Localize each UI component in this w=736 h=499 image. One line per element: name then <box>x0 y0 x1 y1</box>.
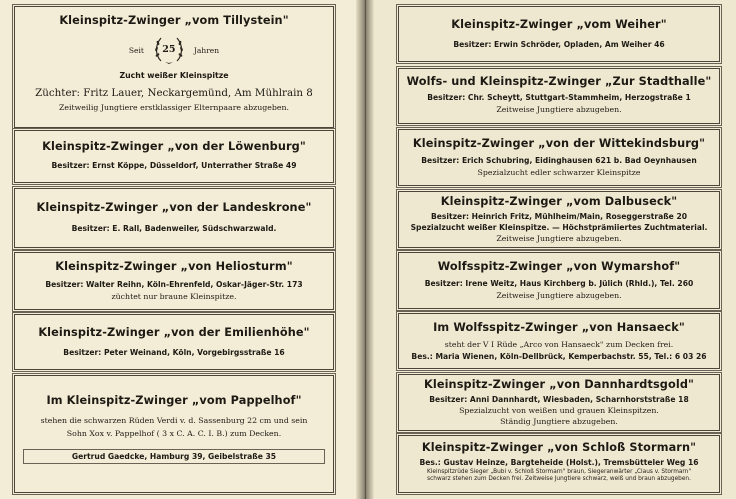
years-number: 25 <box>162 44 176 55</box>
ad-note: Zeitweise Jungtiere abzugeben. <box>496 105 622 114</box>
breeder-line: Züchter: Fritz Lauer, Neckargemünd, Am Mühlrain 8 <box>35 87 313 99</box>
ad-title: Kleinspitz-Zwinger „von der Wittekindsburg" <box>412 137 706 150</box>
ad-title: Kleinspitz-Zwinger „vom Dalbuseck" <box>440 195 678 208</box>
ad-title: Kleinspitz-Zwinger „von Dannhardtsgold" <box>424 378 694 391</box>
ad-title: Wolfs- und Kleinspitz-Zwinger „Zur Stadthalle" <box>406 75 712 88</box>
ad-small-line: schwarz stehen zum Decken frei. Zeitweise Jungtiere schwarz, weiß und braun abzugeben. <box>427 476 691 482</box>
owner-box <box>23 449 325 464</box>
ad-title: Im Kleinspitz-Zwinger „vom Pappelhof" <box>46 394 302 407</box>
ad-landeskrone <box>14 188 334 248</box>
owner-line: Gertrud Gaedcke, Hamburg 39, Geibelstraße 35 <box>71 452 277 461</box>
ad-note: Zeitweilig Jungtiere erstklassiger Elternpaare abzugeben. <box>58 103 290 112</box>
ad-title: Kleinspitz-Zwinger „von der Löwenburg" <box>42 140 306 153</box>
ad-note: Spezialzucht edler schwarzer Kleinspitze <box>477 168 641 177</box>
ad-title: Kleinspitz-Zwinger „von Schloß Stormarn" <box>421 441 697 454</box>
ad-title: Kleinspitz-Zwinger „von der Landeskrone" <box>36 201 312 214</box>
ad-stormarn <box>398 435 720 493</box>
ad-title: Im Wolfsspitz-Zwinger „von Hansaeck" <box>433 321 685 334</box>
ad-loewenburg <box>14 130 334 183</box>
ad-dalbuseck <box>398 191 720 248</box>
ad-small-line: Kleinspitzrüde Sieger „Bubi v. Schloß Stormarn" braun, Siegeranwärter „Claus v. Stormarn" <box>426 469 692 475</box>
owner-line: Besitzer: Heinrich Fritz, Mühlheim/Main, Roseggerstraße 20 <box>430 212 688 221</box>
ad-heliosturm <box>14 252 334 310</box>
ad-title: Kleinspitz-Zwinger „von der Emilienhöhe" <box>38 326 310 339</box>
ad-title: Kleinspitz-Zwinger „von Heliosturm" <box>55 260 293 273</box>
owner-line: Besitzer: Anni Dannhardt, Wiesbaden, Scharnhorststraße 18 <box>429 395 689 404</box>
ad-wymarshof <box>398 252 720 309</box>
ad-note: Zeitweise Jungtiere abzugeben. <box>496 234 622 243</box>
ad-tillystein <box>14 6 334 128</box>
ad-title: Kleinspitz-Zwinger „vom Weiher" <box>451 18 667 31</box>
ad-title: Kleinspitz-Zwinger „vom Tillystein" <box>59 14 289 27</box>
ad-note: Spezialzucht von weißen und grauen Kleinspitzen. <box>459 406 659 415</box>
owner-line: Besitzer: Chr. Scheytt, Stuttgart-Stammheim, Herzogstraße 1 <box>427 93 691 102</box>
owner-line: Bes.: Gustav Heinze, Bargteheide (Holst.), Tremsbütteler Weg 16 <box>419 458 699 467</box>
seit-label: Seit <box>128 45 144 55</box>
ad-weiher <box>398 6 720 62</box>
owner-line: Besitzer: Walter Reihn, Köln-Ehrenfeld, Oskar-Jäger-Str. 173 <box>45 280 303 289</box>
ad-note: züchtet nur braune Kleinspitze. <box>111 292 237 301</box>
ad-title: Wolfsspitz-Zwinger „von Wymarshof" <box>437 260 681 273</box>
ad-pappelhof <box>14 375 334 493</box>
ad-dannhardtsgold <box>398 374 720 431</box>
ad-hansaeck <box>398 313 720 369</box>
jahren-label: Jahren <box>193 45 220 55</box>
owner-line: Besitzer: Erich Schubring, Eidinghausen 621 b. Bad Oeynhausen <box>421 156 697 165</box>
ad-stadthalle <box>398 68 720 124</box>
seal-row <box>15 33 333 67</box>
ad-note: Ständig Jungtiere abzugeben. <box>500 417 618 426</box>
owner-line: Besitzer: E. Rall, Badenweiler, Südschwarzwald. <box>71 224 277 233</box>
ad-wittekindsburg <box>398 129 720 186</box>
ad-subtitle: Zucht weißer Kleinspitze <box>119 71 229 80</box>
ad-note: Spezialzucht weißer Kleinspitze. — Höchstprämiiertes Zuchtmaterial. <box>410 223 708 232</box>
ad-line: Sohn Xox v. Pappelhof ( 3 x C. A. C. I. B.) zum Decken. <box>66 429 282 438</box>
ad-line: steht der V I Rüde „Arco von Hansaeck" zum Decken frei. <box>444 340 674 349</box>
owner-line: Besitzer: Peter Weinand, Köln, Vorgebirgsstraße 16 <box>63 348 285 357</box>
ad-line: stehen die schwarzen Rüden Verdi v. d. Sassenburg 22 cm und sein <box>40 416 308 425</box>
ad-note: Zeitweise Jungtiere abzugeben. <box>496 291 622 300</box>
book-gutter <box>356 0 374 499</box>
owner-line: Besitzer: Irene Weitz, Haus Kirchberg b. Jülich (Rhld.), Tel. 260 <box>424 279 694 288</box>
laurel-wreath-icon <box>152 33 186 67</box>
owner-line: Bes.: Maria Wienen, Köln-Dellbrück, Kemperbachstr. 55, Tel.: 6 03 26 <box>411 352 707 361</box>
owner-line: Besitzer: Erwin Schröder, Opladen, Am Weiher 46 <box>453 40 665 49</box>
owner-line: Besitzer: Ernst Köppe, Düsseldorf, Unterrather Straße 49 <box>51 161 297 170</box>
ad-emilienhoehe <box>14 314 334 370</box>
